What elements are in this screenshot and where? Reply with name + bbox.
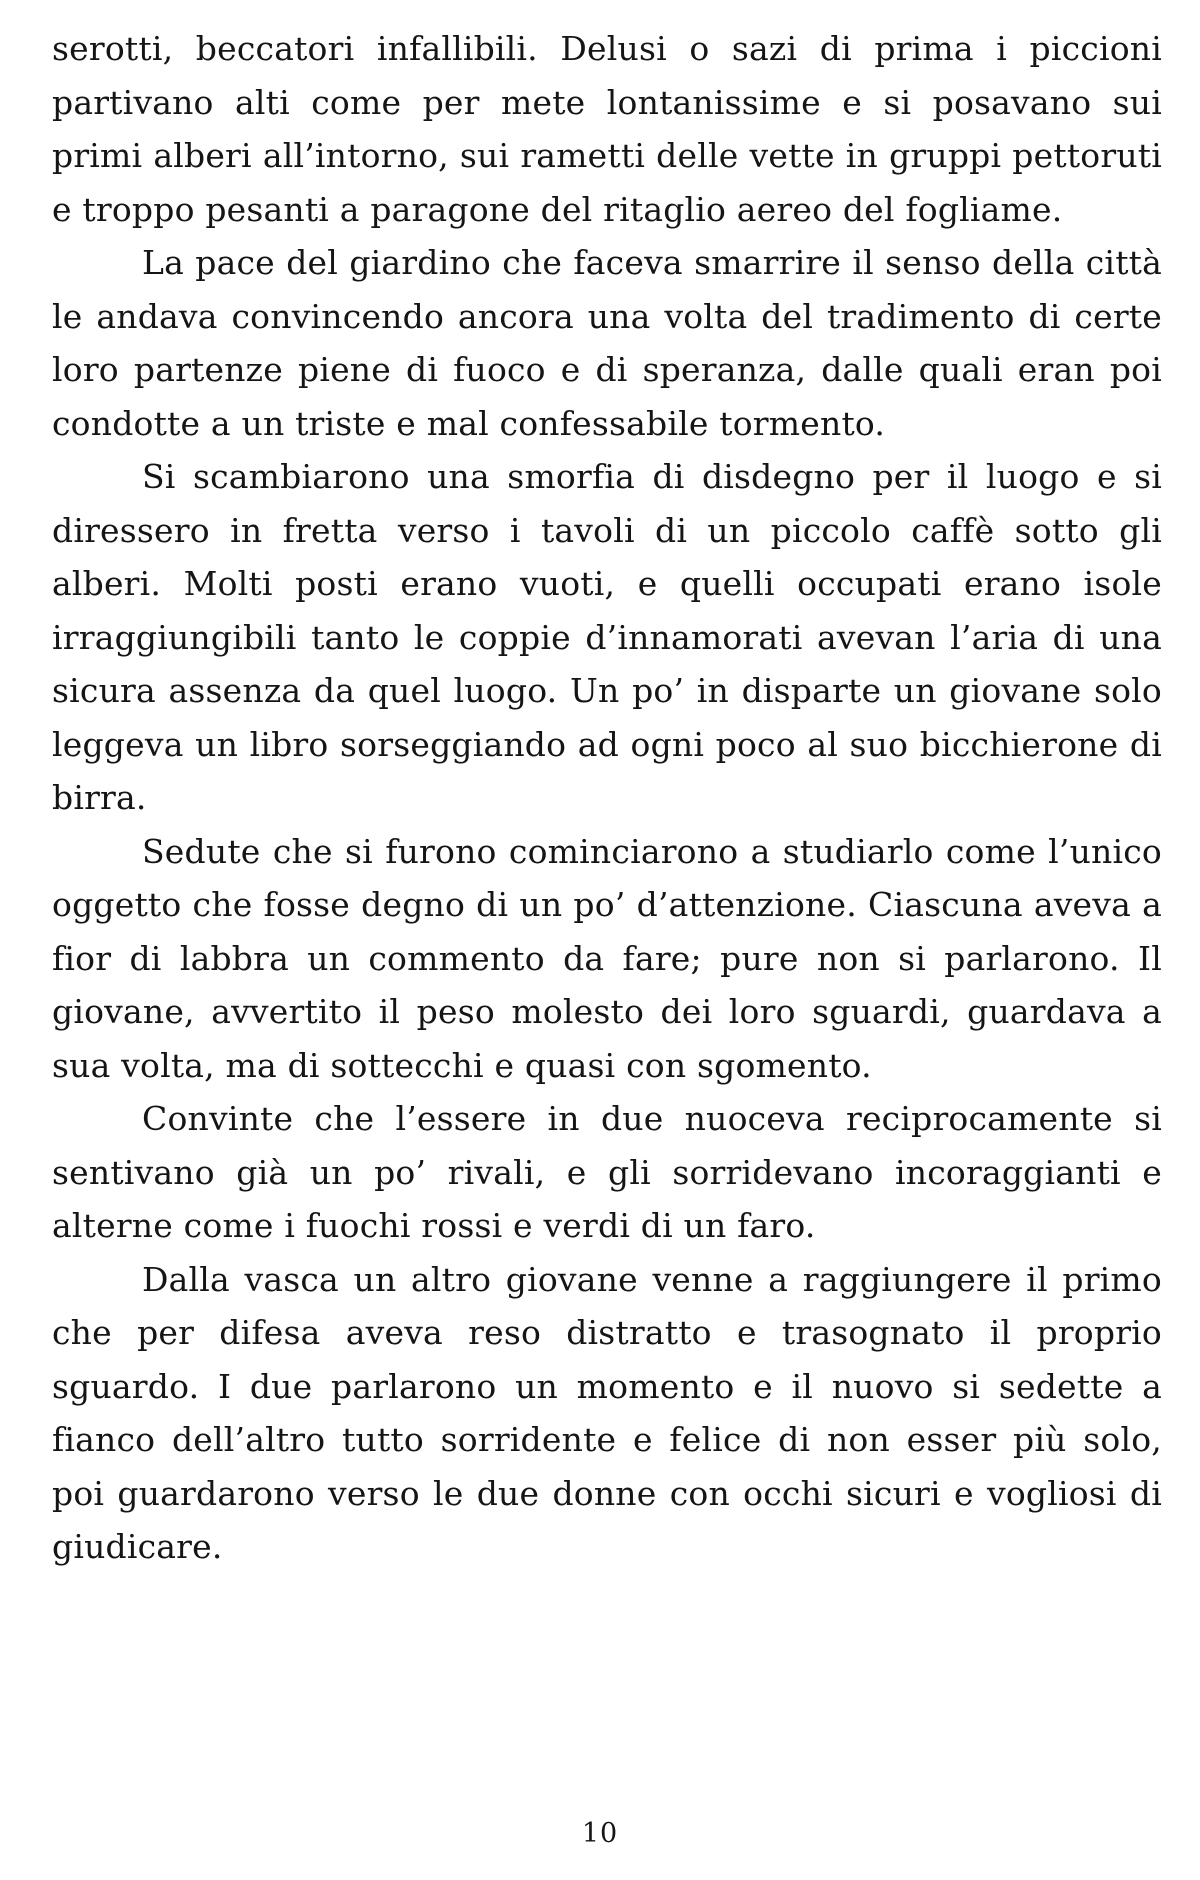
body-text bbox=[52, 22, 1162, 1574]
paragraph-4: Sedute che si furono cominciarono a studiarlo come l’unico oggetto che fosse degno di un po’ d’attenzione. Ciascuna aveva a fior di labbra un commento da fare; pure non si parlarono. Il giovane, avvertito il peso molesto dei loro sguardi, guardava a sua volta, ma di sottecchi e quasi con sgomento. bbox=[52, 831, 1162, 1085]
paragraph-2: La pace del giardino che faceva smarrire il senso della città le andava convincendo ancora una volta del tradimento di certe loro partenze piene di fuoco e di speranza, dalle quali eran poi condotte a un triste e mal confessabile tormento. bbox=[52, 243, 1162, 443]
paragraph-1: serotti, beccatori infallibili. Delusi o sazi di prima i piccioni partivano alti come per mete lontanissime e si posavano sui primi alberi all’intorno, sui rametti delle vette in gruppi pettoruti e troppo pesanti a paragone del ritaglio aereo del fogliame. bbox=[52, 29, 1162, 229]
paragraph-5: Convinte che l’essere in due nuoceva reciprocamente si sentivano già un po’ rivali, e gli sorridevano incoraggianti e alterne come i fuochi rossi e verdi di un faro. bbox=[52, 1099, 1162, 1245]
paragraph-6: Dalla vasca un altro giovane venne a raggiungere il primo che per difesa aveva reso distratto e trasognato il proprio sguardo. I due parlarono un momento e il nuovo si sedette a fianco dell’altro tutto sorridente e felice di non esser più solo, poi guardarono verso le due donne con occhi sicuri e vogliosi di giudicare. bbox=[52, 1259, 1162, 1566]
paragraph-3: Si scambiarono una smorfia di disdegno per il luogo e si diressero in fretta verso i tavoli di un piccolo caffè sotto gli alberi. Molti posti erano vuoti, e quelli occupati erano isole irraggiungibili tanto le coppie d’innamorati avevan l’aria di una sicura assenza da quel luogo. Un po’ in disparte un giovane solo leggeva un libro sorseggiando ad ogni poco al suo bicchierone di birra. bbox=[52, 457, 1162, 817]
page-number: 10 bbox=[581, 1818, 619, 1849]
